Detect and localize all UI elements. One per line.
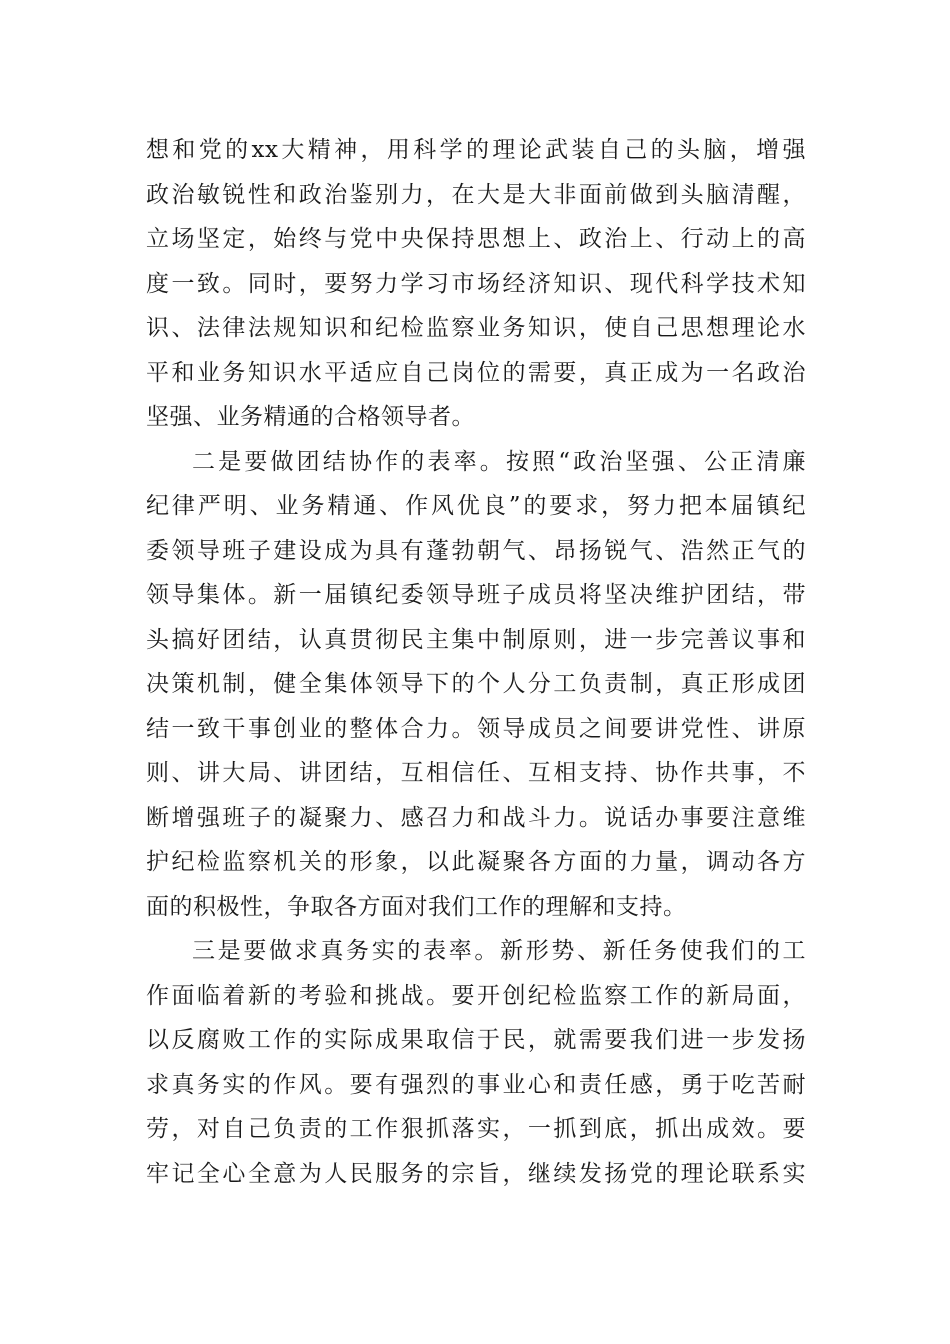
text-line: 度一致。同时，要努力学习市场经济知识、现代科学技术知	[146, 270, 806, 297]
text-line: 识、法律法规知识和纪检监察业务知识，使自己思想理论水	[146, 315, 806, 341]
text-line: 三是要做求真务实的表率。新形势、新任务使我们的工	[192, 938, 806, 964]
text-line: 则、讲大局、讲团结，互相信任、互相支持、协作共事，不	[146, 760, 806, 786]
text-line: 纪律严明、业务精通、作风优良”的要求，努力把本届镇纪	[146, 493, 806, 519]
text-line: 委领导班子建设成为具有蓬勃朝气、昂扬锐气、浩然正气的	[146, 537, 806, 564]
text-line: 平和业务知识水平适应自己岗位的需要，真正成为一名政治	[146, 359, 806, 386]
text-line: 劳，对自己负责的工作狠抓落实，一抓到底，抓出成效。要	[146, 1116, 806, 1142]
body-text	[146, 128, 806, 1196]
paragraph-3	[146, 929, 806, 1196]
text-line: 领导集体。新一届镇纪委领导班子成员将坚决维护团结，带	[146, 582, 806, 608]
text-line: 作面临着新的考验和挑战。要开创纪检监察工作的新局面，	[146, 982, 806, 1009]
text-line: 决策机制，健全集体领导下的个人分工负责制，真正形成团	[146, 671, 806, 697]
text-line: 头搞好团结，认真贯彻民主集中制原则，进一步完善议事和	[146, 626, 806, 653]
text-line: 断增强班子的凝聚力、感召力和战斗力。说话办事要注意维	[146, 804, 806, 831]
text-line: 立场坚定，始终与党中央保持思想上、政治上、行动上的高	[146, 226, 806, 252]
text-line: 牢记全心全意为人民服务的宗旨，继续发扬党的理论联系实	[146, 1160, 806, 1187]
text-line: 想和党的xx大精神，用科学的理论武装自己的头脑，增强	[146, 137, 806, 163]
text-line: 政治敏锐性和政治鉴别力，在大是大非面前做到头脑清醒，	[146, 181, 806, 208]
paragraph-2	[146, 440, 806, 930]
text-line: 结一致干事创业的整体合力。领导成员之间要讲党性、讲原	[146, 715, 806, 742]
text-line: 坚强、业务精通的合格领导者。	[146, 404, 475, 430]
text-line: 求真务实的作风。要有强烈的事业心和责任感，勇于吃苦耐	[146, 1071, 806, 1098]
paragraph-1	[146, 128, 806, 440]
text-line: 二是要做团结协作的表率。按照“政治坚强、公正清廉	[192, 448, 806, 475]
text-line: 护纪检监察机关的形象，以此凝聚各方面的力量，调动各方	[146, 849, 806, 875]
text-line: 面的积极性，争取各方面对我们工作的理解和支持。	[146, 893, 687, 920]
text-line: 以反腐败工作的实际成果取信于民，就需要我们进一步发扬	[146, 1027, 806, 1053]
